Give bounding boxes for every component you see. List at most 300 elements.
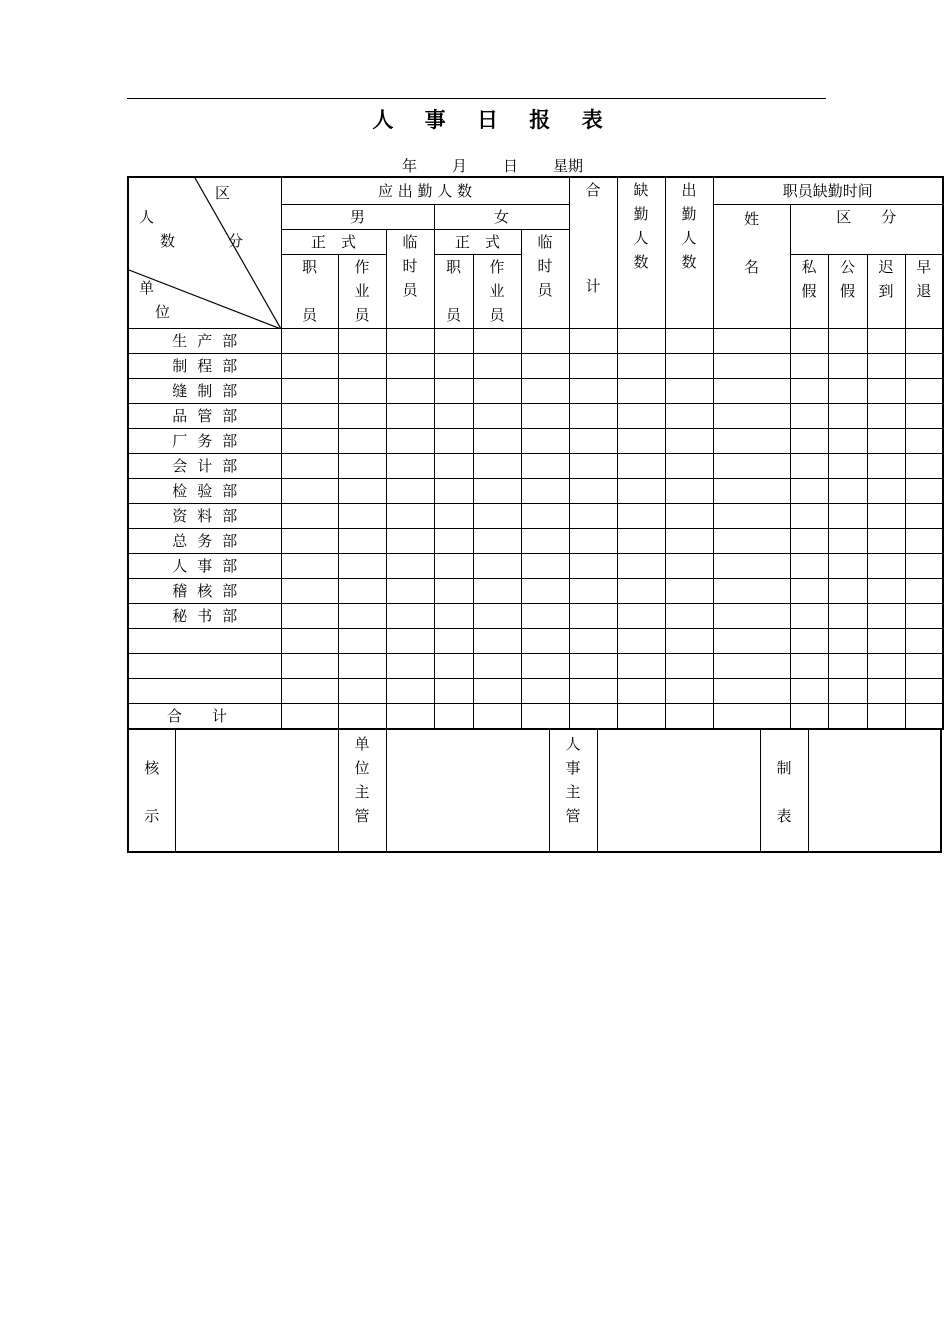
table-cell[interactable] bbox=[281, 453, 338, 478]
table-cell[interactable] bbox=[790, 528, 828, 553]
corner-dan: 单 bbox=[139, 279, 155, 297]
table-cell[interactable] bbox=[473, 628, 521, 653]
corner-qu: 区 bbox=[215, 184, 231, 202]
table-cell[interactable] bbox=[281, 353, 338, 378]
name-header: 姓 名 bbox=[713, 204, 790, 328]
table-cell[interactable] bbox=[521, 403, 569, 428]
table-cell[interactable] bbox=[617, 503, 665, 528]
table-cell[interactable] bbox=[386, 328, 434, 353]
table-cell[interactable] bbox=[281, 603, 338, 628]
table-cell[interactable] bbox=[434, 328, 473, 353]
late-header: 迟 到 bbox=[867, 254, 905, 328]
table-cell[interactable] bbox=[338, 603, 386, 628]
table-cell[interactable] bbox=[790, 628, 828, 653]
table-cell[interactable] bbox=[790, 703, 828, 729]
table-cell[interactable] bbox=[521, 628, 569, 653]
table-cell[interactable] bbox=[790, 503, 828, 528]
table-cell[interactable] bbox=[713, 528, 790, 553]
table-cell[interactable] bbox=[569, 628, 617, 653]
table-cell[interactable] bbox=[905, 703, 943, 729]
table-row bbox=[128, 378, 943, 403]
table-cell[interactable] bbox=[665, 553, 713, 578]
table-cell[interactable] bbox=[386, 478, 434, 503]
approve-label: 核 示 bbox=[128, 730, 175, 852]
table-cell[interactable] bbox=[434, 653, 473, 678]
table-cell[interactable] bbox=[569, 678, 617, 703]
table-cell[interactable] bbox=[521, 703, 569, 729]
table-cell[interactable] bbox=[617, 703, 665, 729]
table-cell[interactable] bbox=[867, 603, 905, 628]
table-cell[interactable] bbox=[617, 328, 665, 353]
table-cell[interactable] bbox=[338, 478, 386, 503]
table-cell[interactable] bbox=[338, 453, 386, 478]
table-cell[interactable] bbox=[790, 478, 828, 503]
table-cell[interactable] bbox=[338, 553, 386, 578]
table-cell[interactable] bbox=[521, 553, 569, 578]
unit-rows bbox=[128, 328, 943, 703]
male-staff-header: 职 员 bbox=[281, 254, 338, 328]
male-worker-header: 作 业 员 bbox=[338, 254, 386, 328]
corner-ren: 人 bbox=[139, 208, 155, 226]
female-header: 女 bbox=[434, 204, 569, 229]
table-cell[interactable] bbox=[867, 353, 905, 378]
table-row bbox=[128, 328, 943, 353]
table-cell[interactable] bbox=[790, 678, 828, 703]
table-cell[interactable] bbox=[569, 478, 617, 503]
table-cell[interactable] bbox=[281, 328, 338, 353]
unit-label: 缝制部 bbox=[128, 378, 281, 403]
table-cell[interactable] bbox=[338, 628, 386, 653]
table-cell[interactable] bbox=[473, 528, 521, 553]
table-cell[interactable] bbox=[569, 353, 617, 378]
table-cell[interactable] bbox=[569, 378, 617, 403]
total-header bbox=[569, 177, 617, 328]
table-cell[interactable] bbox=[867, 703, 905, 729]
table-cell[interactable] bbox=[905, 428, 943, 453]
table-cell[interactable] bbox=[828, 578, 867, 603]
table-cell[interactable] bbox=[521, 378, 569, 403]
total-header-he: 合 bbox=[585, 181, 601, 199]
table-cell[interactable] bbox=[521, 653, 569, 678]
table-cell[interactable] bbox=[617, 403, 665, 428]
table-cell[interactable] bbox=[713, 553, 790, 578]
table-cell[interactable] bbox=[713, 503, 790, 528]
table-cell[interactable] bbox=[569, 603, 617, 628]
table-cell[interactable] bbox=[434, 678, 473, 703]
approve-field[interactable] bbox=[175, 730, 338, 852]
table-cell[interactable] bbox=[828, 453, 867, 478]
table-cell[interactable] bbox=[828, 328, 867, 353]
table-cell[interactable] bbox=[713, 703, 790, 729]
table-cell[interactable] bbox=[713, 578, 790, 603]
table-row bbox=[128, 553, 943, 578]
table-cell[interactable] bbox=[905, 378, 943, 403]
table-cell[interactable] bbox=[473, 428, 521, 453]
table-cell[interactable] bbox=[434, 478, 473, 503]
table-cell[interactable] bbox=[867, 678, 905, 703]
table-cell[interactable] bbox=[521, 603, 569, 628]
table-cell[interactable] bbox=[790, 453, 828, 478]
table-row bbox=[128, 603, 943, 628]
table-cell[interactable] bbox=[665, 678, 713, 703]
unit-label: 稽核部 bbox=[128, 578, 281, 603]
unit-head-field[interactable] bbox=[386, 730, 549, 852]
table-cell[interactable] bbox=[473, 453, 521, 478]
table-cell[interactable] bbox=[617, 678, 665, 703]
table-cell[interactable] bbox=[867, 628, 905, 653]
table-cell[interactable] bbox=[713, 428, 790, 453]
table-cell[interactable] bbox=[790, 578, 828, 603]
table-cell[interactable] bbox=[569, 653, 617, 678]
table-cell[interactable] bbox=[828, 628, 867, 653]
table-cell[interactable] bbox=[867, 503, 905, 528]
table-cell[interactable] bbox=[521, 503, 569, 528]
table-cell[interactable] bbox=[713, 678, 790, 703]
table-cell[interactable] bbox=[281, 578, 338, 603]
table-cell[interactable] bbox=[617, 428, 665, 453]
table-row bbox=[128, 578, 943, 603]
table-cell[interactable] bbox=[665, 403, 713, 428]
table-cell[interactable] bbox=[828, 678, 867, 703]
table-cell[interactable] bbox=[665, 353, 713, 378]
table-cell[interactable] bbox=[828, 653, 867, 678]
table-cell[interactable] bbox=[434, 453, 473, 478]
unit-label: 生产部 bbox=[128, 328, 281, 353]
table-cell[interactable] bbox=[521, 453, 569, 478]
table-cell[interactable] bbox=[905, 678, 943, 703]
table-cell[interactable] bbox=[473, 678, 521, 703]
table-cell[interactable] bbox=[867, 653, 905, 678]
table-cell[interactable] bbox=[569, 403, 617, 428]
table-cell[interactable] bbox=[281, 703, 338, 729]
table-cell[interactable] bbox=[905, 403, 943, 428]
table-cell[interactable] bbox=[338, 428, 386, 453]
table-cell[interactable] bbox=[867, 578, 905, 603]
table-cell[interactable] bbox=[905, 553, 943, 578]
table-row bbox=[128, 453, 943, 478]
table-cell[interactable] bbox=[905, 328, 943, 353]
table-cell[interactable] bbox=[281, 678, 338, 703]
table-cell[interactable] bbox=[569, 528, 617, 553]
table-cell[interactable] bbox=[617, 353, 665, 378]
table-cell[interactable] bbox=[473, 353, 521, 378]
table-cell[interactable] bbox=[434, 353, 473, 378]
table-cell[interactable] bbox=[338, 528, 386, 553]
table-cell[interactable] bbox=[905, 578, 943, 603]
table-cell[interactable] bbox=[617, 603, 665, 628]
corner-diagonal-cell bbox=[128, 177, 281, 328]
table-cell[interactable] bbox=[828, 353, 867, 378]
table-cell[interactable] bbox=[665, 378, 713, 403]
table-cell[interactable] bbox=[828, 528, 867, 553]
table-cell[interactable] bbox=[828, 378, 867, 403]
table-cell[interactable] bbox=[281, 528, 338, 553]
male-temp-header: 临 时 员 bbox=[386, 229, 434, 328]
table-cell[interactable] bbox=[665, 503, 713, 528]
expected-attendance-header: 应 出 勤 人 数 bbox=[281, 177, 569, 204]
table-cell[interactable] bbox=[713, 328, 790, 353]
table-cell[interactable] bbox=[905, 528, 943, 553]
table-cell[interactable] bbox=[569, 328, 617, 353]
table-cell[interactable] bbox=[905, 628, 943, 653]
table-row bbox=[128, 628, 943, 653]
table-cell[interactable] bbox=[473, 653, 521, 678]
unit-label: 总务部 bbox=[128, 528, 281, 553]
table-cell[interactable] bbox=[617, 528, 665, 553]
table-cell[interactable] bbox=[281, 628, 338, 653]
table-cell[interactable] bbox=[828, 553, 867, 578]
unit-label: 制程部 bbox=[128, 353, 281, 378]
corner-fen: 分 bbox=[228, 232, 244, 250]
table-cell[interactable] bbox=[434, 578, 473, 603]
table-cell[interactable] bbox=[665, 453, 713, 478]
table-cell[interactable] bbox=[867, 553, 905, 578]
table-cell[interactable] bbox=[905, 478, 943, 503]
table-cell[interactable] bbox=[790, 378, 828, 403]
table-cell[interactable] bbox=[473, 553, 521, 578]
table-cell[interactable] bbox=[665, 528, 713, 553]
absence-time-header: 职员缺勤时间 bbox=[713, 177, 943, 204]
category-header: 区 分 bbox=[790, 204, 943, 254]
table-cell[interactable] bbox=[386, 453, 434, 478]
table-cell[interactable] bbox=[790, 403, 828, 428]
table-cell[interactable] bbox=[617, 628, 665, 653]
corner-wei: 位 bbox=[155, 303, 171, 321]
table-cell[interactable] bbox=[386, 378, 434, 403]
table-cell[interactable] bbox=[473, 328, 521, 353]
table-cell[interactable] bbox=[665, 578, 713, 603]
table-cell[interactable] bbox=[790, 603, 828, 628]
table-cell[interactable] bbox=[617, 378, 665, 403]
table-cell[interactable] bbox=[617, 453, 665, 478]
table-cell[interactable] bbox=[521, 328, 569, 353]
daily-report-table bbox=[127, 176, 944, 730]
table-cell[interactable] bbox=[867, 478, 905, 503]
table-row bbox=[128, 653, 943, 678]
table-cell[interactable] bbox=[434, 428, 473, 453]
maker-label: 制 表 bbox=[760, 730, 808, 852]
table-cell[interactable] bbox=[867, 428, 905, 453]
table-cell[interactable] bbox=[473, 503, 521, 528]
table-cell[interactable] bbox=[713, 378, 790, 403]
table-cell[interactable] bbox=[338, 378, 386, 403]
table-cell[interactable] bbox=[713, 353, 790, 378]
table-cell[interactable] bbox=[434, 553, 473, 578]
table-cell[interactable] bbox=[569, 453, 617, 478]
table-cell[interactable] bbox=[569, 703, 617, 729]
table-cell[interactable] bbox=[386, 703, 434, 729]
table-cell[interactable] bbox=[665, 478, 713, 503]
table-cell[interactable] bbox=[281, 653, 338, 678]
table-row bbox=[128, 528, 943, 553]
table-cell[interactable] bbox=[521, 478, 569, 503]
date-month-label: 月 bbox=[452, 157, 468, 175]
table-cell[interactable] bbox=[386, 603, 434, 628]
early-leave-header: 早 退 bbox=[905, 254, 943, 328]
table-cell[interactable] bbox=[790, 553, 828, 578]
male-formal-header: 正 式 bbox=[281, 229, 386, 254]
table-cell[interactable] bbox=[473, 478, 521, 503]
table-cell[interactable] bbox=[617, 553, 665, 578]
unit-label bbox=[128, 678, 281, 703]
table-cell[interactable] bbox=[473, 603, 521, 628]
table-cell[interactable] bbox=[386, 353, 434, 378]
table-cell[interactable] bbox=[713, 653, 790, 678]
hr-head-label: 人 事 主 管 bbox=[549, 730, 597, 852]
table-cell[interactable] bbox=[617, 478, 665, 503]
unit-label bbox=[128, 628, 281, 653]
table-cell[interactable] bbox=[569, 578, 617, 603]
table-cell[interactable] bbox=[473, 578, 521, 603]
male-header: 男 bbox=[281, 204, 434, 229]
table-cell[interactable] bbox=[281, 428, 338, 453]
table-cell[interactable] bbox=[338, 503, 386, 528]
sum-row bbox=[128, 703, 943, 729]
table-cell[interactable] bbox=[905, 453, 943, 478]
table-cell[interactable] bbox=[434, 528, 473, 553]
table-cell[interactable] bbox=[521, 578, 569, 603]
table-cell[interactable] bbox=[473, 378, 521, 403]
corner-shu: 数 bbox=[160, 232, 176, 250]
table-cell[interactable] bbox=[434, 603, 473, 628]
female-formal-header: 正 式 bbox=[434, 229, 521, 254]
table-cell[interactable] bbox=[828, 503, 867, 528]
unit-label bbox=[128, 653, 281, 678]
sum-label: 合 计 bbox=[128, 703, 281, 729]
table-cell[interactable] bbox=[867, 378, 905, 403]
table-cell[interactable] bbox=[905, 653, 943, 678]
table-cell[interactable] bbox=[867, 328, 905, 353]
table-cell[interactable] bbox=[338, 403, 386, 428]
table-row bbox=[128, 503, 943, 528]
table-cell[interactable] bbox=[521, 528, 569, 553]
table-cell[interactable] bbox=[713, 403, 790, 428]
diagonal-lines bbox=[129, 178, 281, 328]
table-cell[interactable] bbox=[713, 478, 790, 503]
date-year-label: 年 bbox=[402, 157, 418, 175]
table-cell[interactable] bbox=[338, 328, 386, 353]
table-cell[interactable] bbox=[617, 578, 665, 603]
table-cell[interactable] bbox=[905, 603, 943, 628]
unit-label: 检验部 bbox=[128, 478, 281, 503]
table-cell[interactable] bbox=[569, 553, 617, 578]
table-cell[interactable] bbox=[386, 578, 434, 603]
table-cell[interactable] bbox=[338, 353, 386, 378]
hr-head-field[interactable] bbox=[597, 730, 760, 852]
table-cell[interactable] bbox=[905, 353, 943, 378]
unit-label: 秘书部 bbox=[128, 603, 281, 628]
table-cell[interactable] bbox=[434, 403, 473, 428]
table-cell[interactable] bbox=[281, 503, 338, 528]
table-cell[interactable] bbox=[828, 603, 867, 628]
table-cell[interactable] bbox=[434, 378, 473, 403]
signature-table bbox=[127, 729, 942, 853]
table-cell[interactable] bbox=[569, 428, 617, 453]
table-cell[interactable] bbox=[338, 703, 386, 729]
unit-label: 厂务部 bbox=[128, 428, 281, 453]
table-cell[interactable] bbox=[867, 453, 905, 478]
table-cell[interactable] bbox=[338, 678, 386, 703]
table-cell[interactable] bbox=[281, 378, 338, 403]
private-leave-header: 私 假 bbox=[790, 254, 828, 328]
official-leave-header: 公 假 bbox=[828, 254, 867, 328]
table-cell[interactable] bbox=[713, 453, 790, 478]
table-cell[interactable] bbox=[905, 503, 943, 528]
table-cell[interactable] bbox=[281, 553, 338, 578]
table-cell[interactable] bbox=[828, 403, 867, 428]
present-count-header: 出 勤 人 数 bbox=[665, 177, 713, 328]
page-title: 人 事 日 报 表 bbox=[372, 108, 615, 132]
table-cell[interactable] bbox=[828, 703, 867, 729]
table-cell[interactable] bbox=[665, 653, 713, 678]
table-cell[interactable] bbox=[386, 678, 434, 703]
table-cell[interactable] bbox=[521, 678, 569, 703]
table-cell[interactable] bbox=[713, 603, 790, 628]
table-row bbox=[128, 478, 943, 503]
maker-field[interactable] bbox=[808, 730, 941, 852]
table-cell[interactable] bbox=[828, 478, 867, 503]
table-cell[interactable] bbox=[569, 503, 617, 528]
table-cell[interactable] bbox=[665, 628, 713, 653]
table-cell[interactable] bbox=[790, 353, 828, 378]
female-temp-header: 临 时 员 bbox=[521, 229, 569, 328]
table-cell[interactable] bbox=[521, 353, 569, 378]
unit-label: 资料部 bbox=[128, 503, 281, 528]
table-cell[interactable] bbox=[665, 428, 713, 453]
table-row bbox=[128, 678, 943, 703]
female-worker-header: 作 业 员 bbox=[473, 254, 521, 328]
table-row bbox=[128, 353, 943, 378]
table-cell[interactable] bbox=[617, 653, 665, 678]
table-cell[interactable] bbox=[713, 628, 790, 653]
table-cell[interactable] bbox=[386, 653, 434, 678]
table-cell[interactable] bbox=[665, 328, 713, 353]
table-cell[interactable] bbox=[665, 603, 713, 628]
female-staff-header: 职 员 bbox=[434, 254, 473, 328]
table-cell[interactable] bbox=[386, 553, 434, 578]
table-cell[interactable] bbox=[521, 428, 569, 453]
table-cell[interactable] bbox=[281, 478, 338, 503]
table-cell[interactable] bbox=[790, 428, 828, 453]
top-rule bbox=[127, 98, 826, 99]
table-cell[interactable] bbox=[665, 703, 713, 729]
table-cell[interactable] bbox=[867, 528, 905, 553]
table-cell[interactable] bbox=[434, 503, 473, 528]
table-cell[interactable] bbox=[790, 328, 828, 353]
total-header-ji: 计 bbox=[585, 277, 601, 295]
table-cell[interactable] bbox=[473, 703, 521, 729]
date-weekday-label: 星期 bbox=[553, 157, 584, 175]
table-cell[interactable] bbox=[473, 403, 521, 428]
unit-label: 品管部 bbox=[128, 403, 281, 428]
table-cell[interactable] bbox=[281, 403, 338, 428]
table-cell[interactable] bbox=[338, 578, 386, 603]
table-cell[interactable] bbox=[386, 428, 434, 453]
table-cell[interactable] bbox=[828, 428, 867, 453]
table-cell[interactable] bbox=[386, 528, 434, 553]
table-cell[interactable] bbox=[867, 403, 905, 428]
table-cell[interactable] bbox=[386, 503, 434, 528]
table-row bbox=[128, 428, 943, 453]
table-cell[interactable] bbox=[434, 628, 473, 653]
table-cell[interactable] bbox=[386, 628, 434, 653]
unit-label: 人事部 bbox=[128, 553, 281, 578]
table-cell[interactable] bbox=[386, 403, 434, 428]
unit-label: 会计部 bbox=[128, 453, 281, 478]
table-cell[interactable] bbox=[434, 703, 473, 729]
table-cell[interactable] bbox=[790, 653, 828, 678]
table-cell[interactable] bbox=[338, 653, 386, 678]
